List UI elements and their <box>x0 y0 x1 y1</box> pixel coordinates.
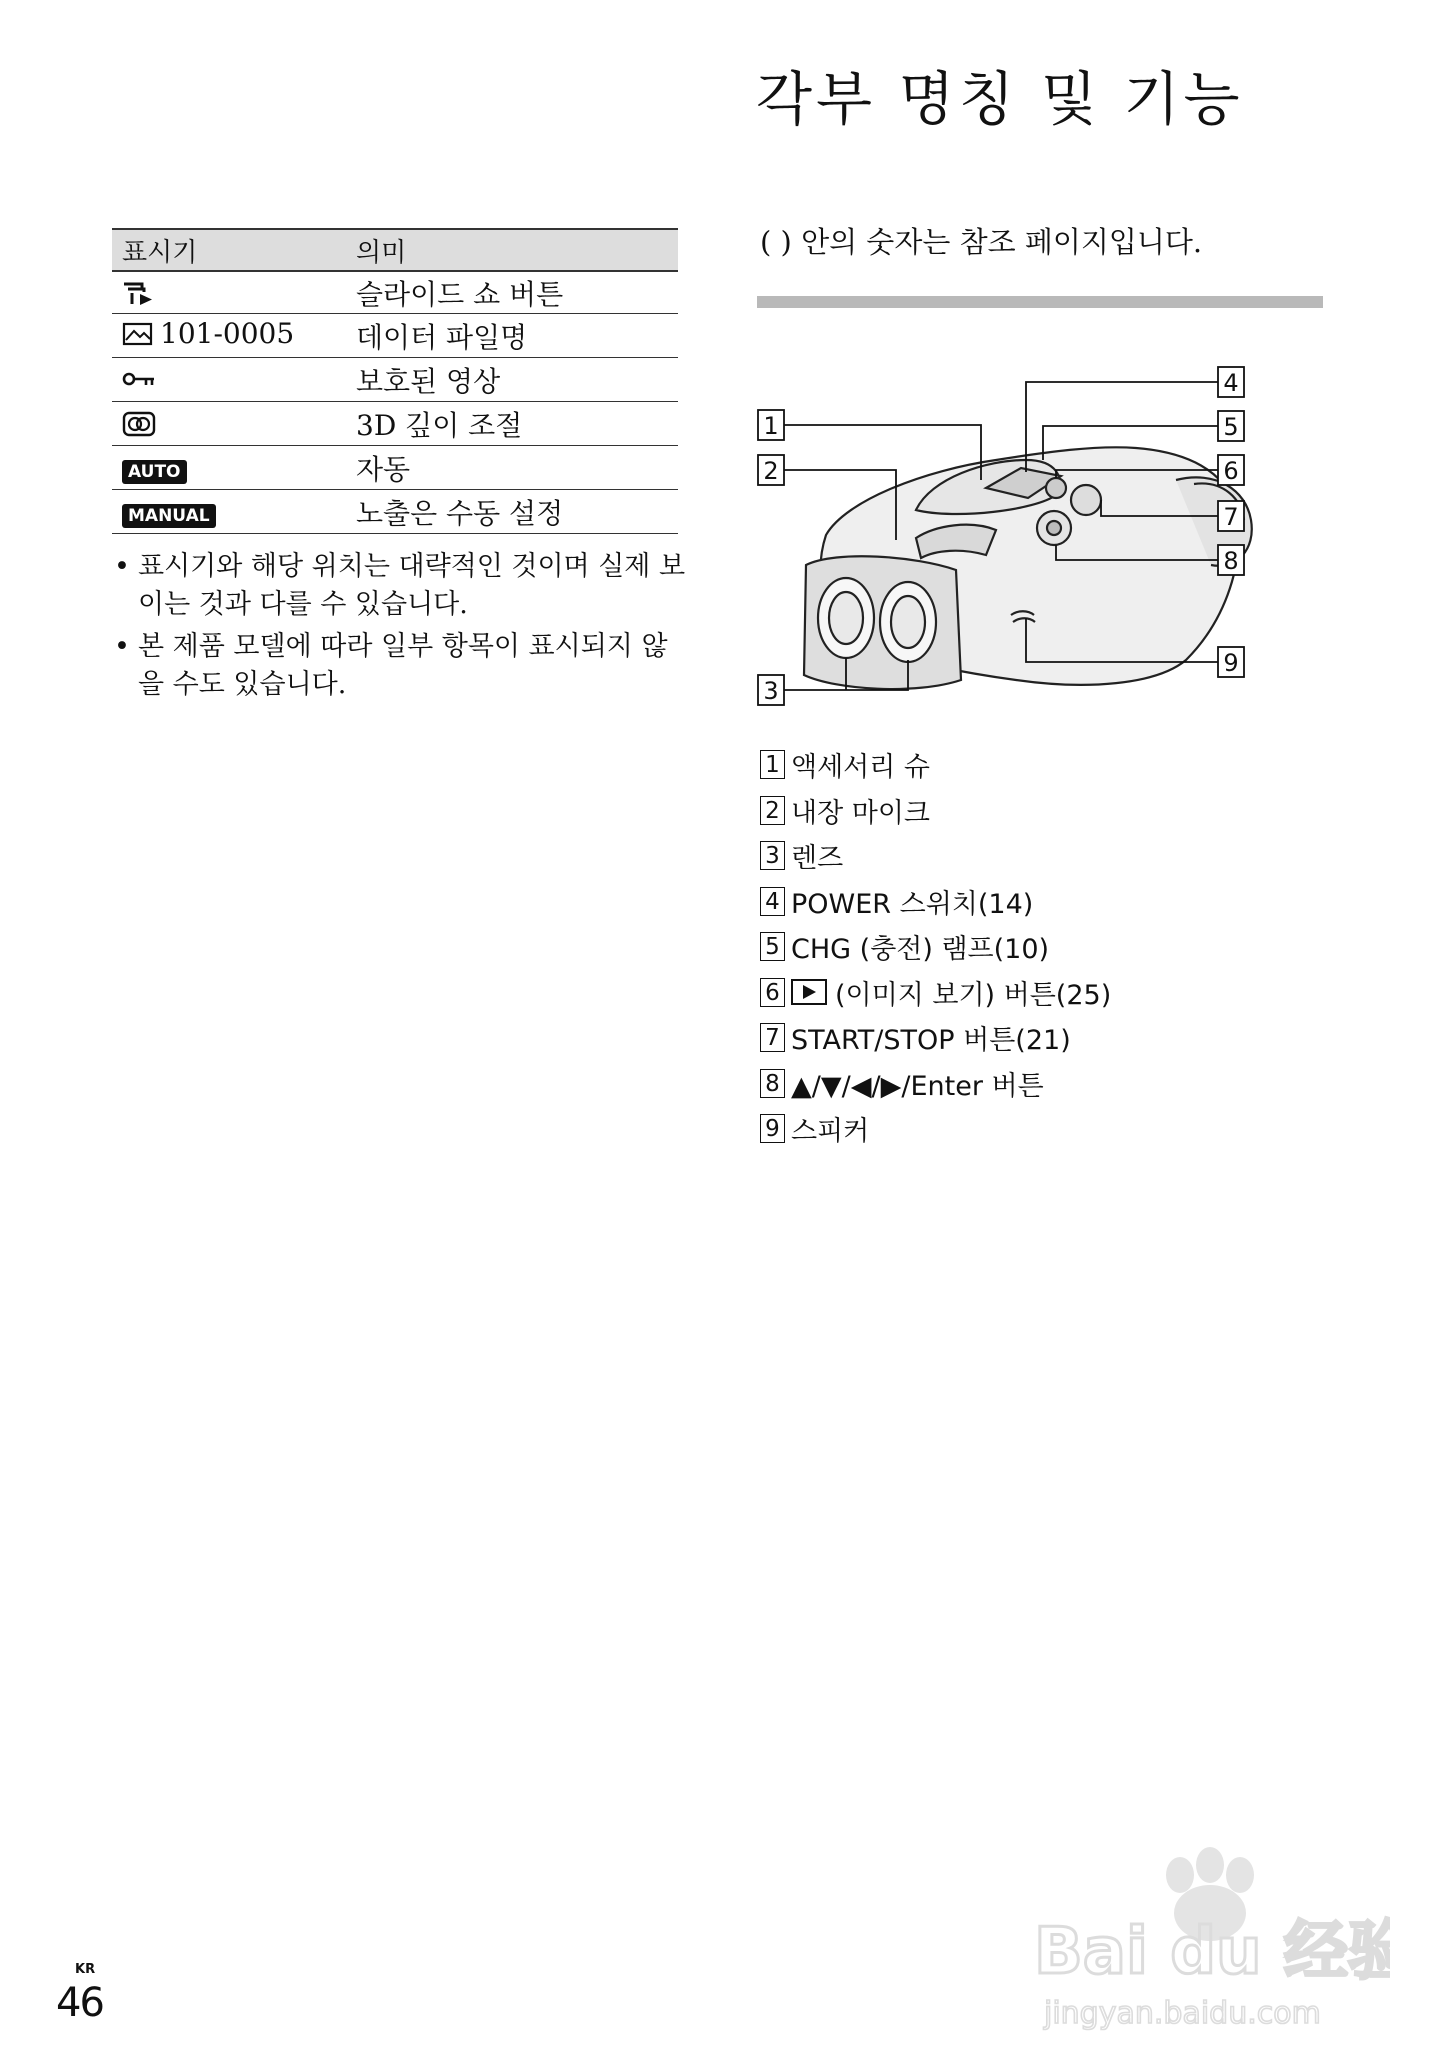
callout-1 <box>758 410 784 440</box>
part-number: 8 <box>760 1069 785 1098</box>
page-language-code: KR <box>75 1962 96 1977</box>
table-row <box>112 490 678 534</box>
auto-badge: AUTO <box>122 460 187 484</box>
list-item <box>760 788 1111 834</box>
svg-text:9: 9 <box>1223 649 1239 677</box>
part-label: 액세서리 슈 <box>791 752 930 784</box>
callout-2 <box>758 455 784 485</box>
table-row <box>112 402 678 446</box>
svg-text:3: 3 <box>763 677 779 705</box>
part-number: 1 <box>760 750 785 779</box>
list-item <box>760 1061 1111 1107</box>
meaning-cell: 데이터 파일명 <box>346 314 678 358</box>
indicator-table <box>112 228 678 534</box>
callout-6 <box>1218 455 1244 485</box>
indicator-cell <box>112 314 346 358</box>
part-number: 6 <box>760 978 785 1007</box>
svg-text:5: 5 <box>1223 413 1239 441</box>
notes-list <box>112 548 692 708</box>
play-button-shape <box>1046 478 1066 498</box>
part-number: 2 <box>760 796 785 825</box>
part-label: START/STOP 버튼(21) <box>791 1025 1071 1057</box>
play-icon <box>791 979 827 1005</box>
note-item: • 표시기와 해당 위치는 대략적인 것이며 실제 보이는 것과 다를 수 있습니다. <box>112 548 692 624</box>
watermark-url: jingyan.baidu.com <box>1044 1996 1321 2031</box>
section-divider <box>757 296 1323 308</box>
part-label: 렌즈 <box>791 843 844 875</box>
part-number: 4 <box>760 887 785 916</box>
meaning-cell: 노출은 수동 설정 <box>346 490 678 534</box>
callout-4 <box>1218 367 1244 397</box>
svg-text:8: 8 <box>1223 547 1239 575</box>
part-label: CHG (충전) 램프(10) <box>791 934 1050 966</box>
part-number: 5 <box>760 932 785 961</box>
part-label: ▲/▼/◀/▶/Enter 버튼 <box>791 1070 1044 1102</box>
svg-text:1: 1 <box>763 412 779 440</box>
list-item <box>760 879 1111 925</box>
camera-diagram <box>756 360 1324 724</box>
callout-9 <box>1218 647 1244 677</box>
list-item <box>760 970 1111 1016</box>
indicator-cell <box>112 446 346 490</box>
indicator-column-header: 표시기 <box>112 229 346 271</box>
list-item <box>760 924 1111 970</box>
camera-illustration <box>756 360 1324 720</box>
part-label: (이미지 보기) 버튼(25) <box>835 979 1112 1011</box>
list-item <box>760 742 1111 788</box>
page-title: 각부 명칭 및 기능 <box>756 65 1244 133</box>
callout-7 <box>1218 501 1244 531</box>
list-item <box>760 1106 1111 1152</box>
manual-badge: MANUAL <box>122 504 216 528</box>
table-row <box>112 358 678 402</box>
slideshow-icon <box>122 280 336 306</box>
callout-8 <box>1218 545 1244 575</box>
part-label: 내장 마이크 <box>791 797 930 829</box>
meaning-cell: 3D 깊이 조절 <box>346 402 678 446</box>
reference-note: ( ) 안의 숫자는 참조 페이지입니다. <box>760 225 1203 259</box>
meaning-cell: 자동 <box>346 446 678 490</box>
indicator-cell <box>112 358 346 402</box>
baidu-watermark <box>1030 1845 1390 2049</box>
note-item: • 본 제품 모델에 따라 일부 항목이 표시되지 않을 수도 있습니다. <box>112 628 692 704</box>
part-number: 3 <box>760 841 785 870</box>
parts-list <box>760 742 1111 1152</box>
page-number: 46 <box>56 1980 103 2026</box>
list-item <box>760 1015 1111 1061</box>
file-number-text: 101-0005 <box>160 317 295 351</box>
image-file-icon <box>122 321 154 347</box>
table-row <box>112 271 678 314</box>
list-item <box>760 833 1111 879</box>
watermark-brand: Bai du 经验 <box>1034 1915 1390 1989</box>
start-stop-button-shape <box>1071 485 1101 515</box>
meaning-cell: 슬라이드 쇼 버튼 <box>346 271 678 314</box>
callout-3 <box>758 675 784 705</box>
3d-depth-icon <box>122 411 336 437</box>
callout-5 <box>1218 411 1244 441</box>
table-row <box>112 314 678 358</box>
meaning-cell: 보호된 영상 <box>346 358 678 402</box>
part-label: 스피커 <box>791 1116 870 1148</box>
indicator-cell <box>112 271 346 314</box>
indicator-cell <box>112 402 346 446</box>
table-header-row <box>112 229 678 271</box>
part-number: 9 <box>760 1114 785 1143</box>
meaning-column-header: 의미 <box>346 229 678 271</box>
indicator-cell <box>112 490 346 534</box>
svg-text:7: 7 <box>1223 503 1239 531</box>
svg-text:2: 2 <box>763 457 779 485</box>
svg-text:4: 4 <box>1223 369 1239 397</box>
part-label: POWER 스위치(14) <box>791 888 1034 920</box>
protect-key-icon <box>122 370 336 390</box>
part-number: 7 <box>760 1023 785 1052</box>
table-row <box>112 446 678 490</box>
svg-text:6: 6 <box>1223 457 1239 485</box>
